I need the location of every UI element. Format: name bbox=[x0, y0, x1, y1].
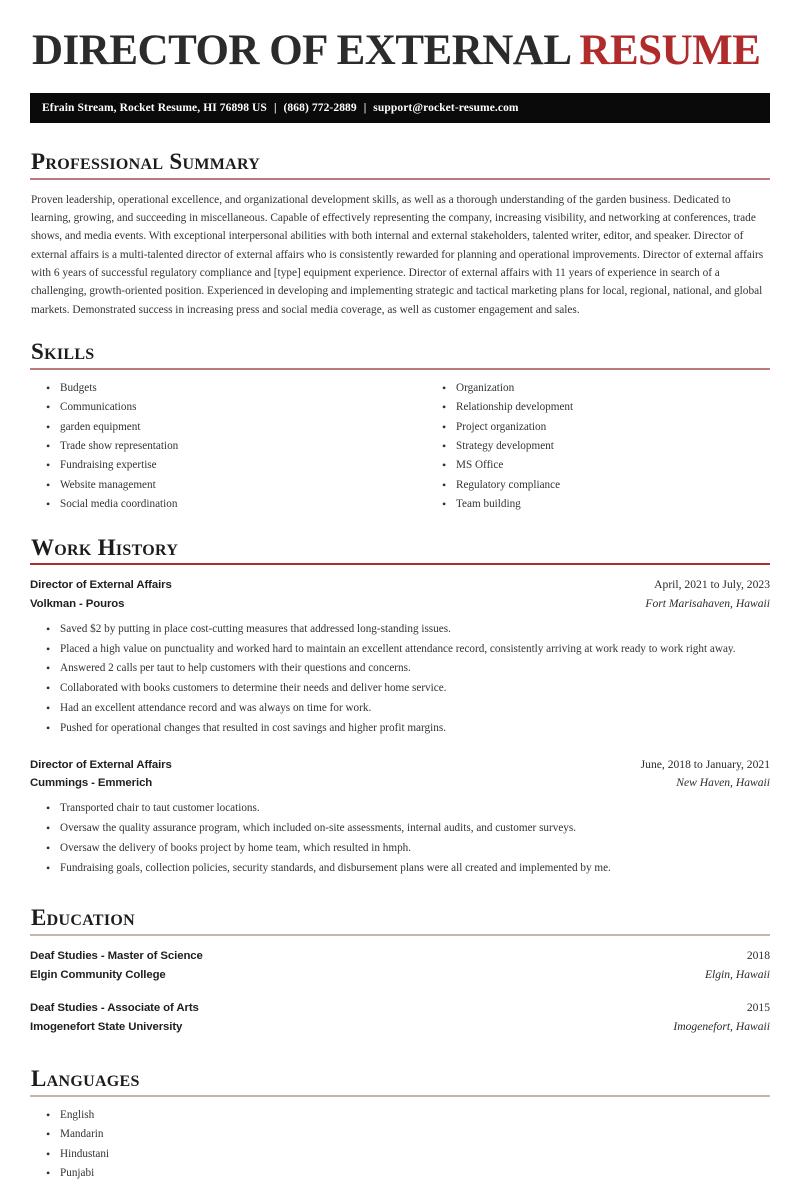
spacer bbox=[30, 895, 770, 905]
education-school: Elgin Community College bbox=[30, 968, 166, 981]
work-entry-job-title: Director of External Affairs bbox=[30, 758, 172, 771]
list-item: • Transported chair to taut customer locations. bbox=[60, 800, 770, 820]
list-item: • Fundraising goals, collection policies, security standards, and disbursement plans were all created and implemented by me. bbox=[60, 860, 770, 880]
work-entry-location: Fort Marisahaven, Hawaii bbox=[645, 597, 770, 611]
section-divider-languages bbox=[30, 1095, 770, 1097]
education-degree: Deaf Studies - Master of Science bbox=[30, 950, 203, 963]
work-entry-dates: April, 2021 to July, 2023 bbox=[654, 578, 770, 592]
list-item: • Answered 2 calls per taut to help customers with their questions and concerns. bbox=[60, 660, 770, 680]
work-entry-company-row bbox=[30, 595, 770, 614]
section-heading-professional-summary: Professional Summary bbox=[31, 149, 261, 175]
education-location: Imogenefort, Hawaii bbox=[673, 1019, 770, 1033]
section-divider-skills bbox=[30, 368, 770, 370]
skills-list-right bbox=[426, 381, 770, 517]
section-heading-languages: Languages bbox=[31, 1066, 140, 1092]
education-degree: Deaf Studies - Associate of Arts bbox=[30, 1001, 199, 1014]
education-school-row bbox=[30, 966, 770, 985]
list-item: • Website management bbox=[60, 478, 400, 497]
list-item: • Communications bbox=[60, 400, 400, 419]
list-item: • Project organization bbox=[456, 420, 770, 439]
section-work-history bbox=[30, 535, 770, 880]
work-entry-company: Cummings - Emmerich bbox=[30, 777, 153, 790]
resume-title bbox=[32, 28, 770, 73]
skills-columns bbox=[30, 381, 770, 517]
list-item: • Hindustani bbox=[60, 1147, 770, 1166]
list-item: • Fundraising expertise bbox=[60, 458, 400, 477]
list-item: • Saved $2 by putting in place cost-cutting measures that addressed long-standing issues. bbox=[60, 621, 770, 641]
work-entry-title-row bbox=[30, 756, 770, 775]
section-divider-work-history bbox=[30, 563, 770, 565]
languages-list bbox=[30, 1108, 770, 1186]
section-divider-professional-summary bbox=[30, 178, 770, 180]
work-entry-company-row bbox=[30, 774, 770, 793]
professional-summary-text: Proven leadership, operational excellence, and organizational development skills, as well as a thorough understanding of the garden business. Dedicated to learning, growing, and succeeding in miscellaneous. Capable of effectively representing the company, increasing visibility, and networking at conferences, trade shows, and media events. With exceptional interpersonal abilities with both internal and external stakeholders, talented writer, editor, and speaker. Director of external affairs is a multi-talented director of external affairs who is consistently rewarded for planning and operational improvements. Director of external affairs with 6 years of successful regulatory compliance and [type] equipment experience. Director of external affairs with 11 years of experience in search of a challenging, growth-oriented position. Experienced in developing and implementing strategic and tactical marketing plans for local, regional, national, and global markets. Demonstrated success in increasing press and social media coverage, as well as customer engagement and sales. bbox=[31, 193, 764, 316]
list-item: • Social media coordination bbox=[60, 497, 400, 516]
work-entry-location: New Haven, Hawaii bbox=[676, 776, 770, 790]
list-item: • Had an excellent attendance record and was always on time for work. bbox=[60, 700, 770, 720]
skills-list-left bbox=[30, 381, 400, 517]
section-education bbox=[30, 905, 770, 1036]
education-school: Imogenefort State University bbox=[30, 1020, 183, 1033]
list-item: • Budgets bbox=[60, 381, 400, 400]
list-item: • Relationship development bbox=[456, 400, 770, 419]
list-item: • English bbox=[60, 1108, 770, 1127]
section-languages bbox=[30, 1066, 770, 1185]
list-item: • Strategy development bbox=[456, 439, 770, 458]
education-entry bbox=[30, 947, 770, 985]
education-degree-row bbox=[30, 999, 770, 1018]
list-item: • Collaborated with books customers to determine their needs and deliver home service. bbox=[60, 680, 770, 700]
education-location: Elgin, Hawaii bbox=[704, 967, 770, 981]
education-entry bbox=[30, 999, 770, 1037]
contact-email[interactable]: support@rocket-resume.com bbox=[373, 102, 519, 115]
section-skills bbox=[30, 339, 770, 517]
work-entry-bullets bbox=[30, 800, 770, 879]
spacer bbox=[30, 1050, 770, 1066]
list-item: • Pushed for operational changes that resulted in cost savings and higher profit margins. bbox=[60, 720, 770, 740]
contact-bar bbox=[30, 93, 770, 123]
list-item: • Trade show representation bbox=[60, 439, 400, 458]
list-item: • Oversaw the quality assurance program, which included on-site assessments, internal audits, and customer surveys. bbox=[60, 820, 770, 840]
list-item: • Regulatory compliance bbox=[456, 478, 770, 497]
work-entry-dates: June, 2018 to January, 2021 bbox=[640, 757, 770, 771]
education-degree-row bbox=[30, 947, 770, 966]
education-year: 2015 bbox=[746, 1000, 770, 1014]
education-school-row bbox=[30, 1018, 770, 1037]
section-heading-education: Education bbox=[31, 905, 135, 931]
section-divider-education bbox=[30, 934, 770, 936]
list-item: • Team building bbox=[456, 497, 770, 516]
work-entry-job-title: Director of External Affairs bbox=[30, 579, 172, 592]
resume-title-main: DIRECTOR OF EXTERNAL bbox=[32, 27, 570, 74]
contact-name-location: Efrain Stream, Rocket Resume, HI 76898 US bbox=[42, 102, 267, 115]
section-professional-summary bbox=[30, 149, 770, 319]
list-item: • garden equipment bbox=[60, 420, 400, 439]
list-item: • Punjabi bbox=[60, 1166, 770, 1185]
work-history-entry bbox=[30, 576, 770, 739]
work-entry-title-row bbox=[30, 576, 770, 595]
list-item: • Mandarin bbox=[60, 1127, 770, 1146]
list-item: • MS Office bbox=[456, 458, 770, 477]
work-history-entry bbox=[30, 756, 770, 880]
list-item: • Organization bbox=[456, 381, 770, 400]
skills-column-right bbox=[400, 381, 770, 517]
work-entry-company: Volkman - Pouros bbox=[30, 598, 125, 611]
work-entry-bullets bbox=[30, 621, 770, 740]
section-heading-work-history: Work History bbox=[31, 534, 179, 560]
list-item: • Placed a high value on punctuality and worked hard to maintain an excellent attendance record, consistently arriving at work ready to work right away. bbox=[60, 641, 770, 661]
contact-phone[interactable]: (868) 772-2889 bbox=[283, 102, 357, 115]
skills-column-left bbox=[30, 381, 400, 517]
section-heading-skills: Skills bbox=[31, 338, 95, 364]
education-year: 2018 bbox=[746, 949, 770, 963]
resume-title-accent: RESUME bbox=[579, 27, 761, 74]
contact-separator-1: | bbox=[273, 102, 277, 115]
list-item: • Oversaw the delivery of books project by home team, which resulted in hmph. bbox=[60, 840, 770, 860]
contact-separator-2: | bbox=[363, 102, 367, 115]
